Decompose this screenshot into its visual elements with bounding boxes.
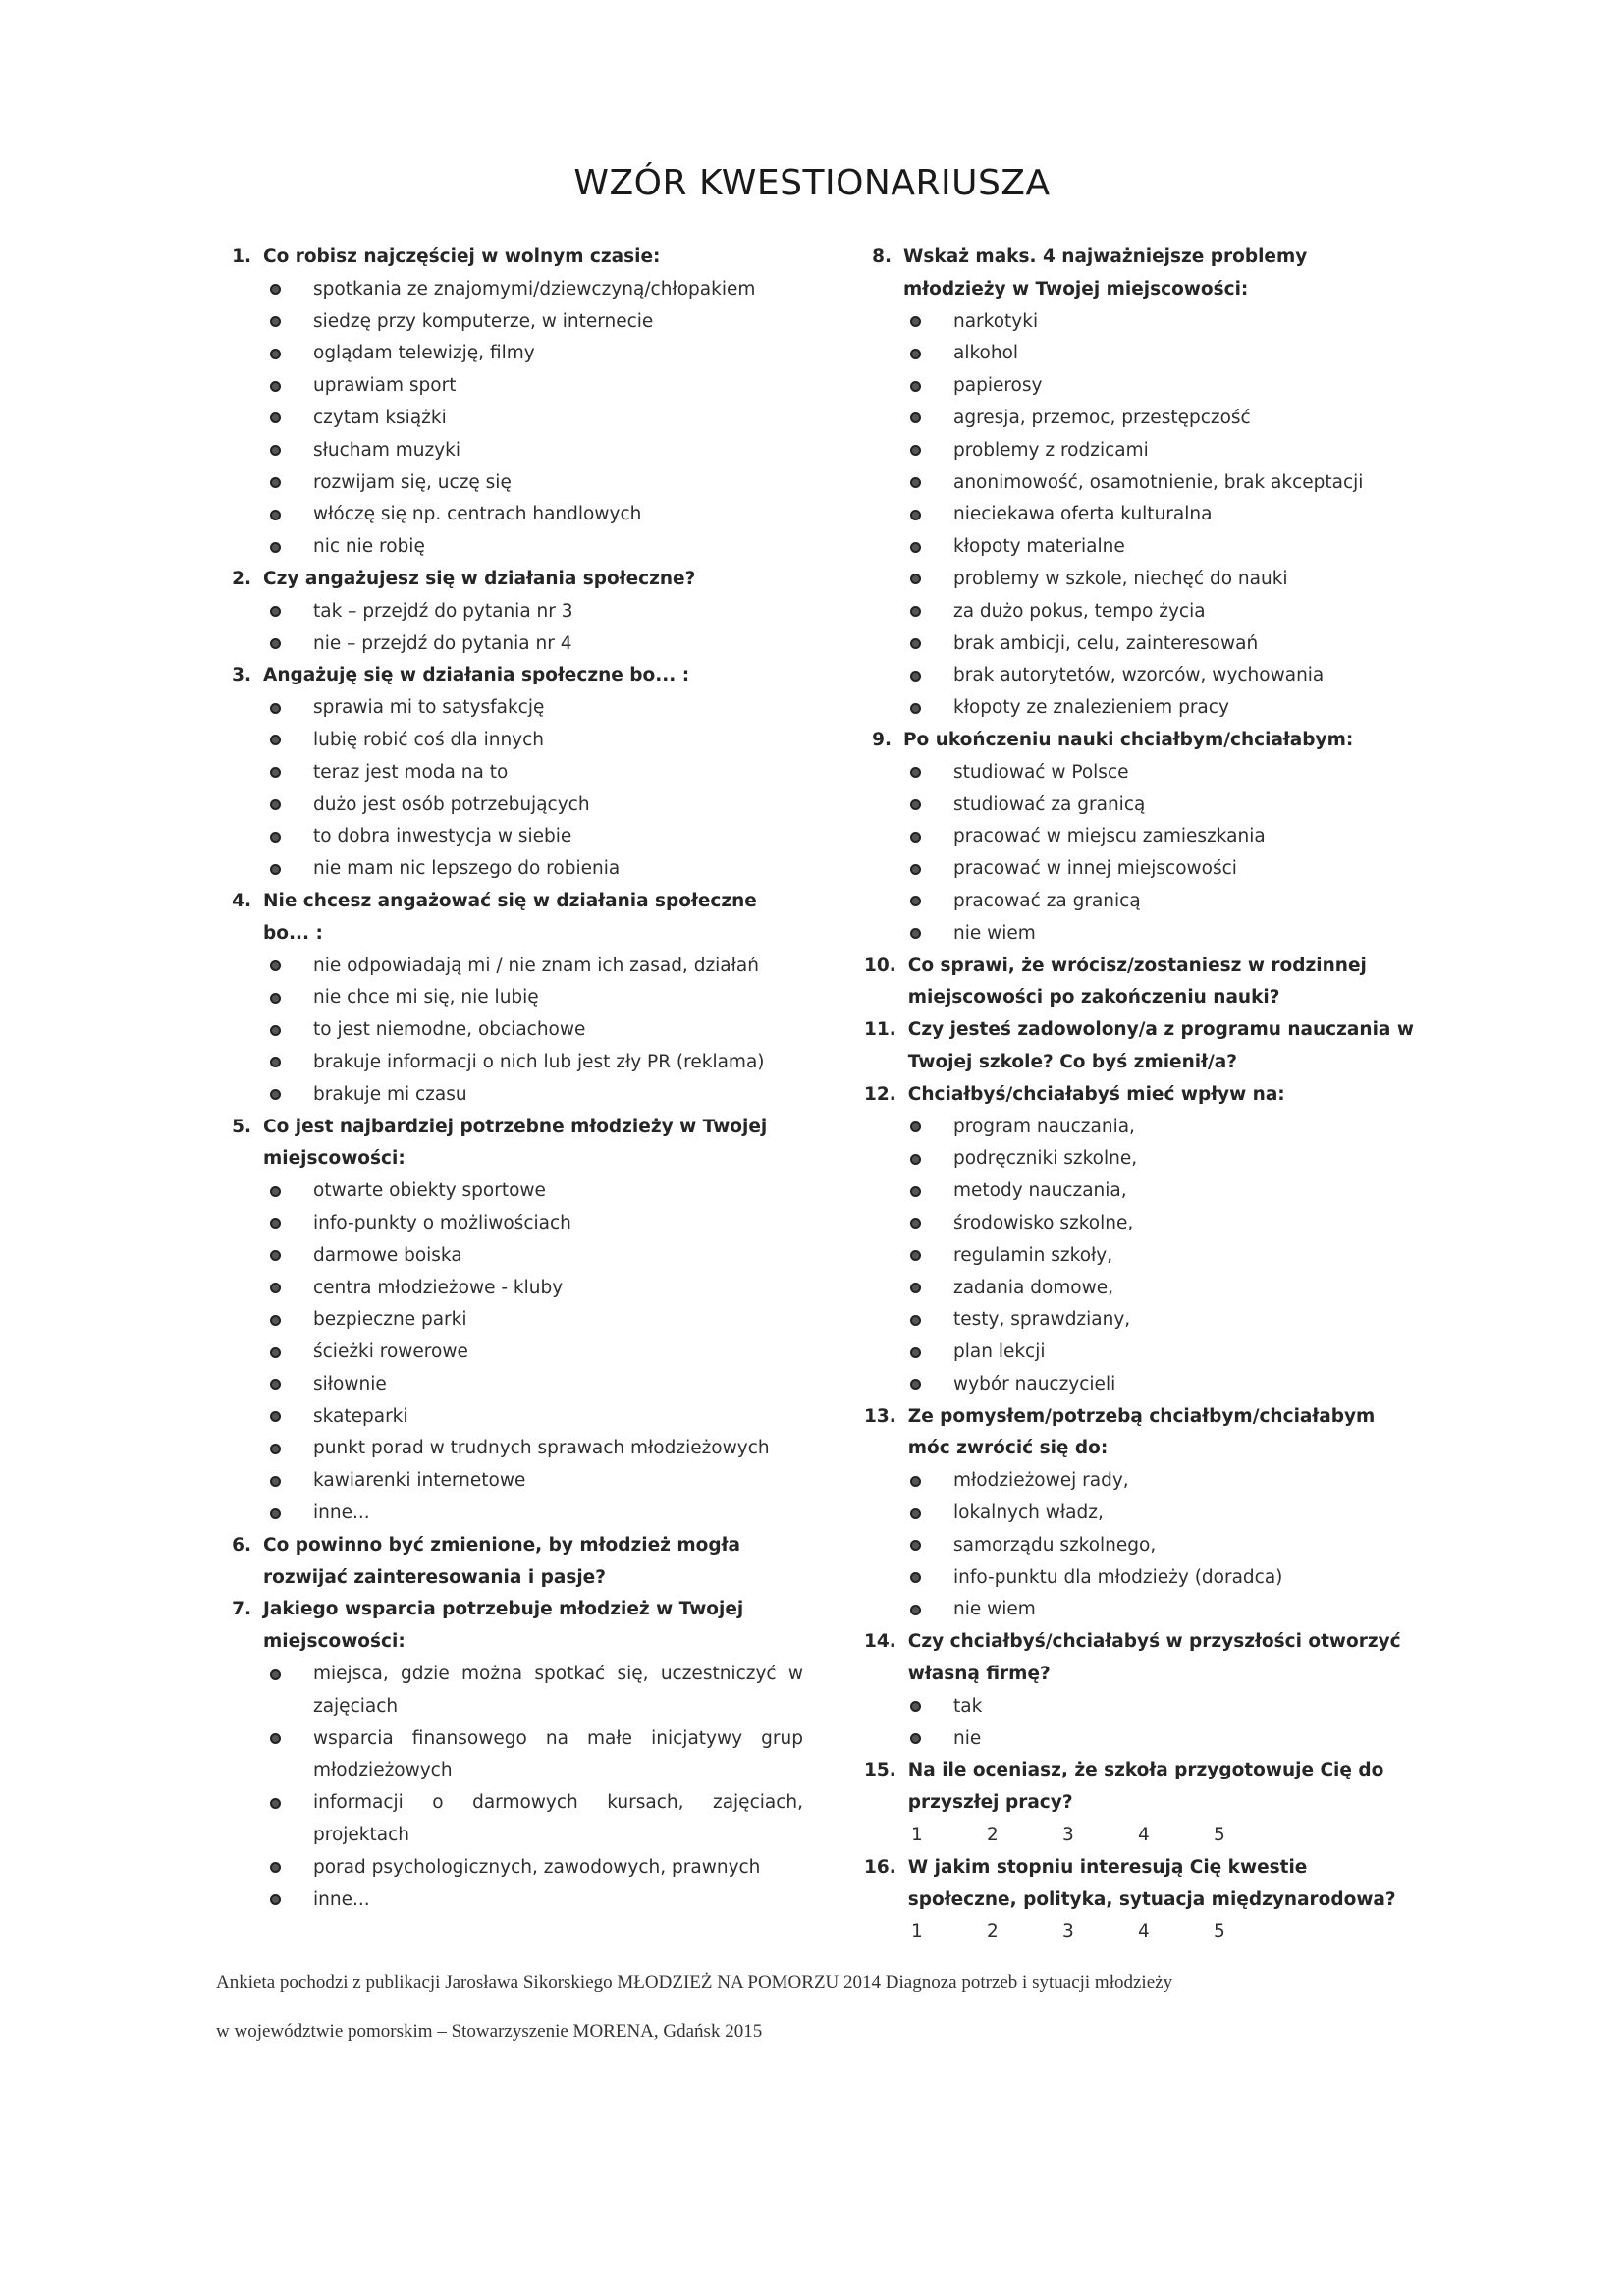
question-number: 12. [864, 1083, 896, 1105]
bullet-icon [268, 1337, 313, 1369]
bullet-icon [908, 1337, 953, 1369]
option-item[interactable] [268, 1659, 803, 1723]
bullet-icon [268, 757, 313, 790]
question-number: 14. [864, 1631, 896, 1653]
bullet-icon [908, 790, 953, 822]
bullet-icon [908, 660, 953, 692]
option-item[interactable] [908, 1208, 1414, 1240]
option-text: ścieżki rowerowe [313, 1341, 468, 1363]
option-text: brak autorytetów, wzorców, wychowania [953, 665, 1325, 686]
scale-option[interactable]: 1 [911, 1921, 923, 1942]
bullet-icon [908, 918, 953, 951]
question-text: Czy angażujesz się w działania społeczne? [263, 568, 696, 589]
scale-option[interactable]: 3 [1062, 1825, 1074, 1846]
question-1 [224, 242, 803, 564]
option-text: nic nie robię [313, 536, 425, 558]
option-item[interactable] [268, 403, 803, 435]
option-text: teraz jest moda na to [313, 761, 509, 783]
option-text: plan lekcji [953, 1341, 1046, 1363]
bullet-icon [268, 1465, 313, 1498]
option-text: sprawia mi to satysfakcję [313, 697, 545, 719]
option-text: brak ambicji, celu, zainteresowań [953, 632, 1259, 654]
option-item[interactable] [268, 790, 803, 822]
option-item[interactable] [268, 338, 803, 370]
option-text: samorządu szkolnego, [953, 1534, 1157, 1556]
option-item[interactable] [268, 853, 803, 886]
option-text: info-punkty o możliwościach [313, 1212, 571, 1233]
bullet-icon [268, 692, 313, 725]
question-text: Na ile oceniasz, że szkoła przygotowuje Cię do przyszłej pracy? [907, 1760, 1384, 1814]
option-text: tak [953, 1695, 983, 1717]
source-note-line-1: Ankieta pochodzi z publikacji Jarosława Sikorskiego MŁODZIEŻ NA POMORZU 2014 Diagnoza potrzeb i sytuacji młodzieży [216, 1972, 1173, 1993]
bullet-icon [908, 886, 953, 918]
option-item[interactable] [908, 1465, 1414, 1498]
bullet-icon [908, 821, 953, 853]
option-item[interactable] [908, 1691, 1414, 1723]
question-13 [864, 1401, 1414, 1627]
bullet-icon [908, 596, 953, 629]
question-4 [224, 886, 803, 1112]
rating-scale [864, 1820, 1414, 1852]
option-item[interactable] [268, 629, 803, 661]
bullet-icon [268, 306, 313, 339]
option-item[interactable] [268, 1723, 803, 1788]
option-text: kawiarenki internetowe [313, 1470, 526, 1492]
option-text: rozwijam się, uczę się [313, 471, 512, 493]
option-text: nie wiem [953, 1599, 1036, 1620]
bullet-icon [268, 821, 313, 853]
option-item[interactable] [908, 403, 1414, 435]
bullet-icon [268, 982, 313, 1014]
option-item[interactable] [908, 692, 1414, 725]
option-item[interactable] [908, 1240, 1414, 1273]
scale-option[interactable]: 2 [987, 1921, 999, 1942]
questions-column-right [864, 242, 1414, 1948]
option-text: porad psychologicznych, zawodowych, prawnych [313, 1856, 761, 1878]
option-text: kłopoty ze znalezieniem pracy [953, 697, 1229, 719]
question-number: 9. [872, 729, 892, 750]
option-text: oglądam telewizję, filmy [313, 343, 535, 364]
option-item[interactable] [268, 274, 803, 306]
option-text: nie odpowiadają mi / nie znam ich zasad, działań [313, 955, 759, 976]
option-item[interactable] [268, 1208, 803, 1240]
bullet-icon [908, 1304, 953, 1337]
bullet-icon [268, 1787, 313, 1852]
question-16 [864, 1852, 1414, 1948]
question-number: 10. [864, 955, 896, 976]
option-item[interactable] [268, 1014, 803, 1047]
bullet-icon [908, 1273, 953, 1305]
option-item[interactable] [268, 1852, 803, 1885]
question-number: 2. [232, 568, 251, 589]
question-text: Co jest najbardziej potrzebne młodzieży w Twojej miejscowości: [263, 1116, 768, 1170]
option-text: podręczniki szkolne, [953, 1148, 1138, 1170]
bullet-icon [908, 531, 953, 564]
bullet-icon [908, 338, 953, 370]
option-item[interactable] [268, 757, 803, 790]
bullet-icon [268, 1175, 313, 1208]
option-text: dużo jest osób potrzebujących [313, 793, 590, 815]
option-text: inne... [313, 1888, 370, 1910]
option-text: nie [953, 1727, 982, 1749]
question-number: 13. [864, 1405, 896, 1427]
option-item[interactable] [908, 370, 1414, 403]
option-item[interactable] [908, 1175, 1414, 1208]
option-text: otwarte obiekty sportowe [313, 1180, 546, 1202]
bullet-icon [908, 564, 953, 596]
bullet-icon [908, 757, 953, 790]
bullet-icon [908, 1112, 953, 1144]
option-item[interactable] [268, 435, 803, 467]
option-text: za dużo pokus, tempo życia [953, 600, 1206, 622]
option-item[interactable] [908, 1723, 1414, 1756]
bullet-icon [268, 1369, 313, 1401]
option-text: brakuje informacji o nich lub jest zły PR (reklama) [313, 1051, 765, 1072]
option-text: program nauczania, [953, 1116, 1135, 1137]
option-item[interactable] [908, 790, 1414, 822]
option-item[interactable] [908, 467, 1414, 500]
option-item[interactable] [908, 564, 1414, 596]
question-number: 3. [232, 665, 251, 686]
option-text: tak – przejdź do pytania nr 3 [313, 600, 573, 622]
bullet-icon [268, 1723, 313, 1788]
question-6 [224, 1530, 803, 1595]
bullet-icon [268, 1208, 313, 1240]
scale-option[interactable]: 2 [987, 1825, 999, 1846]
option-item[interactable] [268, 531, 803, 564]
option-text: to dobra inwestycja w siebie [313, 826, 572, 847]
option-text: agresja, przemoc, przestępczość [953, 407, 1251, 428]
bullet-icon [908, 306, 953, 339]
option-item[interactable] [908, 629, 1414, 661]
option-text: metody nauczania, [953, 1180, 1127, 1202]
option-text: problemy w szkole, niechęć do nauki [953, 568, 1288, 589]
bullet-icon [268, 1304, 313, 1337]
option-item[interactable] [908, 886, 1414, 918]
option-item[interactable] [268, 1498, 803, 1530]
bullet-icon [268, 338, 313, 370]
question-number: 5. [232, 1116, 251, 1137]
source-note-line-2: w województwie pomorskim – Stowarzyszenie MORENA, Gdańsk 2015 [216, 2021, 763, 2042]
bullet-icon [268, 435, 313, 467]
scale-option[interactable]: 4 [1138, 1921, 1150, 1942]
option-item[interactable] [268, 1433, 803, 1465]
question-text: W jakim stopniu interesują Cię kwestie społeczne, polityka, sytuacja międzynarodowa? [907, 1856, 1396, 1910]
question-text: Co sprawi, że wrócisz/zostaniesz w rodzinnej miejscowości po zakończeniu nauki? [907, 955, 1367, 1009]
bullet-icon [268, 531, 313, 564]
option-item[interactable] [268, 1885, 803, 1917]
option-text: wybór nauczycieli [953, 1373, 1116, 1394]
question-15 [864, 1755, 1414, 1851]
bullet-icon [268, 1852, 313, 1885]
option-item[interactable] [908, 853, 1414, 886]
question-text: Nie chcesz angażować się w działania społeczne bo... : [263, 890, 757, 944]
option-text: brakuje mi czasu [313, 1083, 467, 1105]
option-text: lubię robić coś dla innych [313, 729, 545, 750]
question-number: 16. [864, 1856, 896, 1878]
option-text: skateparki [313, 1405, 408, 1427]
bullet-icon [268, 596, 313, 629]
bullet-icon [908, 1594, 953, 1626]
option-text: pracować w miejscu zamieszkania [953, 826, 1266, 847]
question-number: 6. [232, 1534, 251, 1556]
question-text: Po ukończeniu nauki chciałbym/chciałabym: [903, 729, 1354, 750]
bullet-icon [908, 1208, 953, 1240]
bullet-icon [908, 1240, 953, 1273]
scale-option[interactable]: 5 [1214, 1825, 1225, 1846]
option-item[interactable] [268, 1304, 803, 1337]
bullet-icon [908, 499, 953, 531]
option-text: młodzieżowej rady, [953, 1470, 1129, 1492]
bullet-icon [268, 853, 313, 886]
option-item[interactable] [268, 1079, 803, 1112]
question-text: Wskaż maks. 4 najważniejsze problemy młodzieży w Twojej miejscowości: [903, 246, 1308, 300]
option-text: kłopoty materialne [953, 536, 1125, 558]
bullet-icon [908, 1530, 953, 1562]
option-item[interactable] [268, 1047, 803, 1079]
question-14 [864, 1626, 1414, 1755]
option-text: czytam książki [313, 407, 447, 428]
bullet-icon [268, 1047, 313, 1079]
option-text: nieciekawa oferta kulturalna [953, 504, 1213, 525]
bullet-icon [908, 370, 953, 403]
option-item[interactable] [268, 951, 803, 983]
bullet-icon [908, 1175, 953, 1208]
question-number: 4. [232, 890, 251, 911]
option-text: siedzę przy komputerze, w internecie [313, 310, 654, 332]
bullet-icon [908, 1723, 953, 1756]
option-item[interactable] [268, 982, 803, 1014]
scale-option[interactable]: 3 [1062, 1921, 1074, 1942]
bullet-icon [268, 467, 313, 500]
option-text: studiować w Polsce [953, 761, 1129, 783]
option-item[interactable] [268, 725, 803, 757]
option-item[interactable] [268, 596, 803, 629]
option-text: studiować za granicą [953, 793, 1146, 815]
option-text: testy, sprawdziany, [953, 1309, 1131, 1331]
question-7 [224, 1594, 803, 1916]
page-title: WZÓR KWESTIONARIUSZA [573, 163, 1051, 203]
question-number: 8. [872, 246, 892, 267]
option-text: papierosy [953, 375, 1043, 397]
option-item[interactable] [268, 370, 803, 403]
question-11 [864, 1014, 1414, 1079]
question-number: 15. [864, 1760, 896, 1781]
bullet-icon [268, 629, 313, 661]
question-number: 7. [232, 1599, 251, 1620]
bullet-icon [908, 629, 953, 661]
bullet-icon [908, 403, 953, 435]
option-item[interactable] [908, 757, 1414, 790]
bullet-icon [268, 951, 313, 983]
bullet-icon [908, 467, 953, 500]
question-text: Chciałbyś/chciałabyś mieć wpływ na: [907, 1083, 1285, 1105]
option-item[interactable] [908, 338, 1414, 370]
option-item[interactable] [268, 1175, 803, 1208]
option-item[interactable] [268, 821, 803, 853]
option-text: info-punktu dla młodzieży (doradca) [953, 1566, 1283, 1588]
option-text: punkt porad w trudnych sprawach młodzieżowych [313, 1438, 770, 1459]
rating-scale [864, 1916, 1414, 1948]
bullet-icon [268, 1240, 313, 1273]
option-text: regulamin szkoły, [953, 1244, 1113, 1266]
option-text: pracować w innej miejscowości [953, 858, 1237, 880]
option-item[interactable] [268, 1465, 803, 1498]
option-text: narkotyki [953, 310, 1039, 332]
bullet-icon [908, 692, 953, 725]
option-item[interactable] [268, 1787, 803, 1852]
option-item[interactable] [908, 660, 1414, 692]
option-item[interactable] [908, 596, 1414, 629]
bullet-icon [268, 725, 313, 757]
option-text: spotkania ze znajomymi/dziewczyną/chłopakiem [313, 278, 756, 300]
option-text: nie wiem [953, 922, 1036, 944]
option-item[interactable] [268, 467, 803, 500]
option-item[interactable] [908, 531, 1414, 564]
option-item[interactable] [908, 1562, 1414, 1595]
option-text: centra młodzieżowe - kluby [313, 1277, 564, 1298]
bullet-icon [908, 1691, 953, 1723]
bullet-icon [268, 403, 313, 435]
option-text: anonimowość, osamotnienie, brak akceptacji [953, 471, 1364, 493]
option-text: pracować za granicą [953, 890, 1141, 911]
bullet-icon [908, 853, 953, 886]
bullet-icon [268, 790, 313, 822]
option-item[interactable] [908, 1369, 1414, 1401]
option-text: uprawiam sport [313, 375, 457, 397]
question-5 [224, 1112, 803, 1530]
option-item[interactable] [268, 1273, 803, 1305]
bullet-icon [268, 1079, 313, 1112]
bullet-icon [908, 1465, 953, 1498]
option-item[interactable] [908, 435, 1414, 467]
bullet-icon [908, 1498, 953, 1530]
option-item[interactable] [908, 821, 1414, 853]
option-text: darmowe boiska [313, 1244, 462, 1266]
question-9 [864, 725, 1414, 951]
bullet-icon [268, 1659, 313, 1723]
option-item[interactable] [908, 1304, 1414, 1337]
question-text: Ze pomysłem/potrzebą chciałbym/chciałabym móc zwrócić się do: [907, 1405, 1376, 1459]
option-text: siłownie [313, 1373, 387, 1394]
option-text: środowisko szkolne, [953, 1212, 1134, 1233]
question-2 [224, 564, 803, 660]
bullet-icon [908, 435, 953, 467]
option-item[interactable] [908, 1112, 1414, 1144]
bullet-icon [268, 1498, 313, 1530]
option-text: nie chce mi się, nie lubię [313, 987, 539, 1009]
bullet-icon [268, 274, 313, 306]
option-text: zadania domowe, [953, 1277, 1114, 1298]
option-text: wsparcia finansowego na małe inicjatywy grup młodzieżowych [313, 1727, 803, 1781]
bullet-icon [268, 499, 313, 531]
bullet-icon [908, 1562, 953, 1595]
option-item[interactable] [268, 499, 803, 531]
question-number: 11. [864, 1019, 896, 1041]
option-item[interactable] [908, 918, 1414, 951]
question-12 [864, 1079, 1414, 1401]
option-text: problemy z rodzicami [953, 439, 1149, 461]
question-text: Jakiego wsparcia potrzebuje młodzież w Twojej miejscowości: [263, 1599, 744, 1653]
option-text: to jest niemodne, obciachowe [313, 1019, 586, 1041]
option-item[interactable] [268, 1240, 803, 1273]
scale-option[interactable]: 5 [1214, 1921, 1225, 1942]
option-item[interactable] [268, 1369, 803, 1401]
option-text: włóczę się np. centrach handlowych [313, 504, 642, 525]
option-text: nie mam nic lepszego do robienia [313, 858, 621, 880]
option-text: bezpieczne parki [313, 1309, 467, 1331]
bullet-icon [268, 1401, 313, 1434]
bullet-icon [268, 1014, 313, 1047]
option-item[interactable] [908, 1530, 1414, 1562]
question-text: Czy jesteś zadowolony/a z programu nauczania w Twojej szkole? Co byś zmienił/a? [907, 1019, 1414, 1072]
option-item[interactable] [268, 692, 803, 725]
option-item[interactable] [268, 1401, 803, 1434]
option-text: miejsca, gdzie można spotkać się, uczestniczyć w zajęciach [313, 1664, 803, 1717]
option-text: informacji o darmowych kursach, zajęciach, projektach [313, 1792, 803, 1846]
option-item[interactable] [268, 1337, 803, 1369]
option-text: inne... [313, 1503, 370, 1524]
bullet-icon [268, 370, 313, 403]
bullet-icon [268, 1433, 313, 1465]
question-text: Angażuję się w działania społeczne bo... : [263, 665, 690, 686]
question-3 [224, 660, 803, 886]
option-item[interactable] [908, 306, 1414, 339]
option-text: słucham muzyki [313, 439, 461, 461]
option-text: alkohol [953, 343, 1019, 364]
scale-option[interactable]: 1 [911, 1825, 923, 1846]
question-text: Czy chciałbyś/chciałabyś w przyszłości otworzyć własną firmę? [907, 1631, 1401, 1685]
question-8 [864, 242, 1414, 725]
question-text: Co powinno być zmienione, by młodzież mogła rozwijać zainteresowania i pasje? [263, 1534, 740, 1588]
option-text: lokalnych władz, [953, 1503, 1104, 1524]
scale-option[interactable]: 4 [1138, 1825, 1150, 1846]
bullet-icon [908, 1143, 953, 1175]
question-text: Co robisz najczęściej w wolnym czasie: [263, 246, 661, 267]
bullet-icon [268, 1273, 313, 1305]
question-number: 1. [232, 246, 251, 267]
questions-column-left [224, 242, 803, 1916]
bullet-icon [908, 1369, 953, 1401]
option-item[interactable] [908, 1143, 1414, 1175]
option-item[interactable] [268, 306, 803, 339]
option-item[interactable] [908, 1594, 1414, 1626]
option-item[interactable] [908, 499, 1414, 531]
option-text: nie – przejdź do pytania nr 4 [313, 632, 572, 654]
question-10 [864, 951, 1414, 1015]
option-item[interactable] [908, 1498, 1414, 1530]
bullet-icon [268, 1885, 313, 1917]
option-item[interactable] [908, 1337, 1414, 1369]
option-item[interactable] [908, 1273, 1414, 1305]
